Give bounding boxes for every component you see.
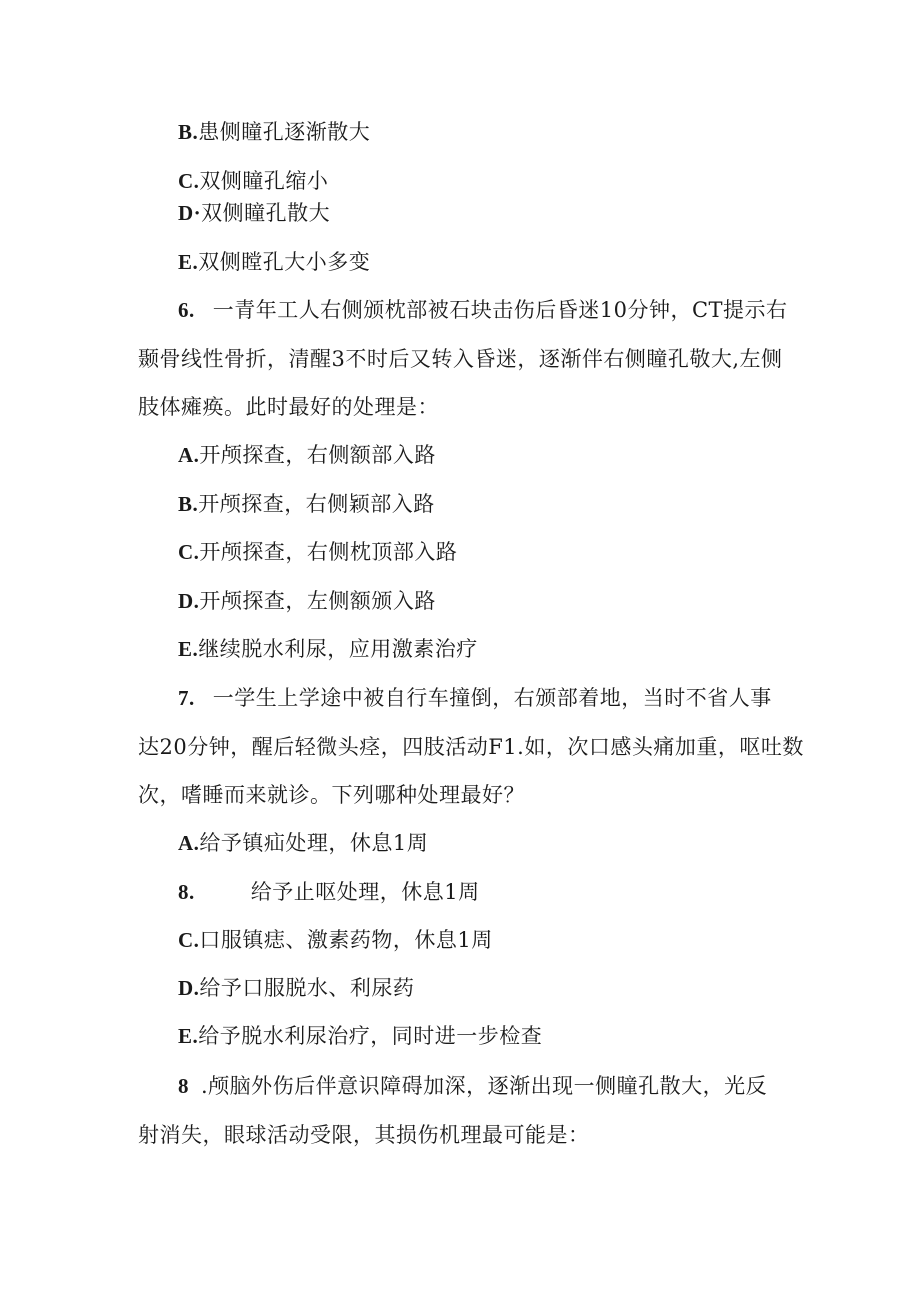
option-label: C. [178, 928, 200, 952]
option-label: C. [178, 169, 200, 193]
option-label: A. [178, 831, 200, 855]
option-e-pupil [178, 248, 370, 276]
question-text: 次，嗜睡而来就诊。下列哪种处理最好？ [138, 783, 525, 807]
question-6-line-1 [178, 296, 788, 324]
q6-option-b [178, 490, 435, 518]
option-text: 患侧瞳孔逐渐散大 [198, 120, 371, 144]
question-7-line-2 [138, 733, 804, 761]
option-text: 给予止呕处理，休息1周 [250, 880, 480, 904]
option-text: 开颅探查，右侧颖部入路 [198, 492, 435, 516]
question-text: 一学生上学途中被自行车撞倒，右颁部着地，当时不省人事 [212, 686, 772, 710]
q6-option-d [178, 587, 436, 615]
q7-option-c [178, 926, 493, 954]
question-text: 达20分钟，醒后轻微头痉，四肢活动F1.如，次口感头痛加重，呕吐数 [138, 735, 804, 759]
option-text: 口服镇痣、激素药物，休息1周 [199, 928, 493, 952]
option-text: 双侧瞠孔大小多变 [198, 250, 371, 274]
option-text: 开颅探查，右侧额部入路 [199, 443, 436, 467]
option-label: B. [178, 492, 199, 516]
option-label: A. [178, 443, 200, 467]
question-7-line-1 [178, 684, 772, 712]
option-label: C. [178, 540, 200, 564]
option-label: E. [178, 1024, 199, 1048]
question-text: 颞骨线性骨折，清醒3不时后又转入昏迷，逐渐伴右侧瞳孔敬大,左侧 [138, 347, 783, 371]
option-label: D· [178, 201, 202, 225]
question-8-line-1 [178, 1072, 767, 1100]
option-label: D. [178, 976, 200, 1000]
question-text: 射消失，眼球活动受限，其损伤机理最可能是： [138, 1123, 590, 1147]
option-text: 双侧瞳孔缩小 [199, 169, 329, 193]
option-b-pupil [178, 118, 370, 146]
question-text: 一青年工人右侧颁枕部被石块击伤后昏迷10分钟，CT提示右 [212, 298, 788, 322]
q6-option-a [178, 441, 436, 469]
q6-option-c [178, 538, 457, 566]
option-d-pupil [178, 199, 330, 227]
q7-option-a [178, 829, 428, 857]
option-label: 8. [178, 880, 195, 904]
question-number: 7. [178, 686, 195, 710]
question-7-line-3 [138, 781, 525, 809]
option-text: 继续脱水利尿，应用激素治疗 [198, 637, 478, 661]
option-label: D. [178, 589, 200, 613]
option-text: 给予口服脱水、利尿药 [199, 976, 415, 1000]
option-text: 给予脱水利尿治疗，同时进一步检查 [198, 1024, 543, 1048]
question-text: .颅脑外伤后伴意识障碍加深，逐渐出现一侧瞳孔散大，光反 [201, 1074, 768, 1098]
option-text: 给予镇疝处理，休息1周 [199, 831, 429, 855]
question-6-line-3 [138, 393, 439, 421]
option-label: E. [178, 250, 199, 274]
question-8-line-2 [138, 1121, 590, 1149]
option-label: E. [178, 637, 199, 661]
question-number: 6. [178, 298, 195, 322]
option-c-pupil [178, 167, 328, 195]
q7-option-e [178, 1022, 542, 1050]
q6-option-e [178, 635, 478, 663]
q7-option-d [178, 974, 414, 1002]
option-text: 开颅探查，左侧额颁入路 [199, 589, 436, 613]
option-text: 开颅探查，右侧枕顶部入路 [199, 540, 458, 564]
question-number: 8 [178, 1074, 189, 1098]
question-6-line-2 [138, 345, 783, 373]
q7-option-b [178, 878, 480, 906]
option-text: 双侧瞳孔散大 [201, 201, 331, 225]
option-label: B. [178, 120, 199, 144]
question-text: 肢体瘫痪。此时最好的处理是： [138, 395, 439, 419]
